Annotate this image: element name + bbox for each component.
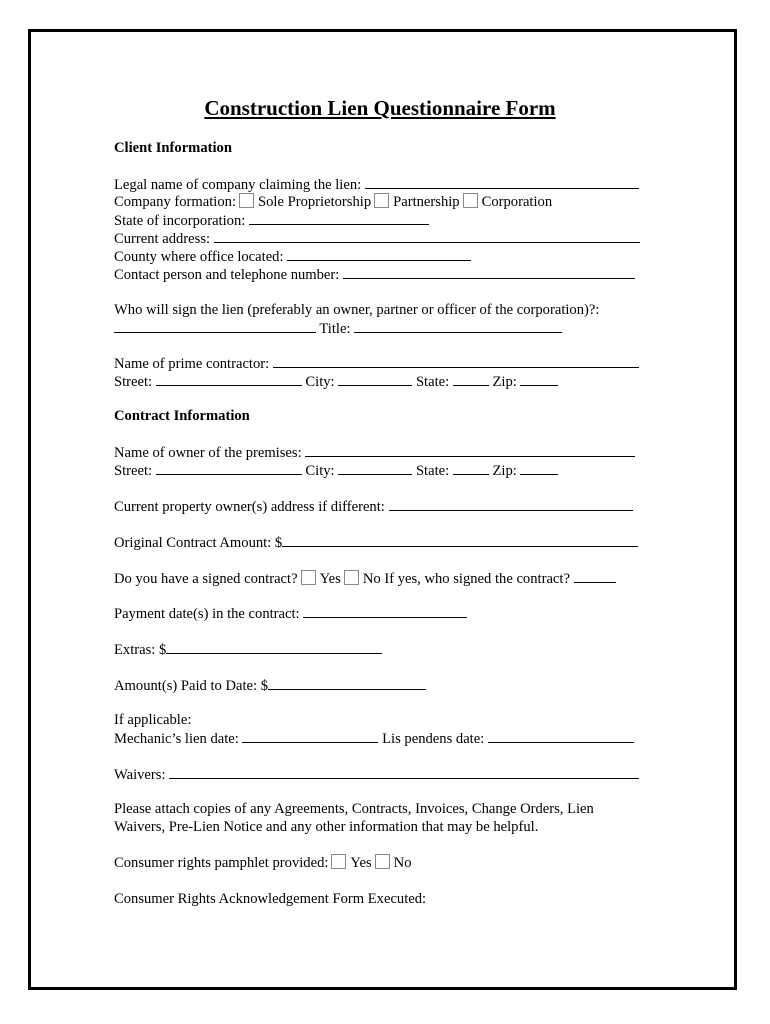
original-amount-field[interactable] (282, 533, 638, 547)
original-amount-row (114, 533, 638, 551)
consumer-ack-row (114, 890, 426, 908)
payment-dates-row (114, 604, 467, 622)
prime-city-field[interactable] (338, 372, 412, 386)
property-owner-address-row (114, 497, 633, 515)
payment-dates-field[interactable] (303, 604, 467, 618)
who-signed-label: If yes, who signed the contract? (384, 571, 570, 587)
lien-dates-row (114, 729, 634, 747)
mechanics-lien-label: Mechanic’s lien date: (114, 731, 239, 747)
corporation-checkbox[interactable] (463, 193, 478, 208)
owner-street-field[interactable] (156, 461, 302, 475)
paid-to-date-field[interactable] (268, 676, 426, 690)
owner-premises-row (114, 443, 635, 461)
state-incorporation-label: State of incorporation: (114, 213, 246, 229)
owner-state-field[interactable] (453, 461, 489, 475)
partnership-label: Partnership (393, 194, 460, 210)
consumer-ack-label: Consumer Rights Acknowledgement Form Executed: (114, 891, 427, 907)
who-sign-label: Who will sign the lien (preferably an owner, partner or officer of the corporation)?: (114, 302, 600, 318)
who-signed-field[interactable] (574, 569, 616, 583)
corporation-label: Corporation (481, 194, 553, 210)
prime-contractor-row (114, 354, 639, 372)
owner-address-row (114, 461, 558, 479)
city-label: City: (305, 463, 335, 479)
property-owner-address-label: Current property owner(s) address if different: (114, 499, 385, 515)
prime-contractor-field[interactable] (273, 354, 639, 368)
current-address-row (114, 229, 640, 247)
county-office-label: County where office located: (114, 249, 284, 265)
if-applicable-row (114, 711, 191, 729)
owner-premises-label: Name of owner of the premises: (114, 445, 302, 461)
company-formation-row (114, 193, 552, 211)
lis-pendens-field[interactable] (488, 729, 634, 743)
signer-name-field[interactable] (114, 319, 316, 333)
current-address-label: Current address: (114, 231, 211, 247)
partnership-checkbox[interactable] (374, 193, 389, 208)
pamphlet-yes-label: Yes (350, 855, 372, 871)
mechanics-lien-field[interactable] (242, 729, 378, 743)
paid-to-date-label: Amount(s) Paid to Date: $ (114, 678, 269, 694)
consumer-pamphlet-label: Consumer rights pamphlet provided: (114, 855, 329, 871)
prime-contractor-label: Name of prime contractor: (114, 356, 270, 372)
state-label: State: (415, 374, 450, 390)
signer-title-field[interactable] (354, 319, 562, 333)
city-label: City: (305, 374, 335, 390)
prime-contractor-address-row (114, 372, 558, 390)
prime-street-field[interactable] (156, 372, 302, 386)
property-owner-address-field[interactable] (389, 497, 633, 511)
owner-zip-field[interactable] (520, 461, 558, 475)
state-label: State: (415, 463, 450, 479)
legal-name-label: Legal name of company claiming the lien: (114, 177, 362, 193)
street-label: Street: (114, 463, 153, 479)
county-office-field[interactable] (287, 247, 471, 261)
prime-state-field[interactable] (453, 372, 489, 386)
contact-person-label: Contact person and telephone number: (114, 267, 340, 283)
extras-field[interactable] (166, 640, 382, 654)
pamphlet-no-label: No (393, 855, 412, 871)
owner-city-field[interactable] (338, 461, 412, 475)
paid-to-date-row (114, 676, 426, 694)
pamphlet-no-checkbox[interactable] (375, 854, 390, 869)
legal-name-row (114, 175, 639, 193)
signed-contract-yes-checkbox[interactable] (301, 570, 316, 585)
signer-row (114, 319, 562, 337)
legal-name-field[interactable] (365, 175, 639, 189)
zip-label: Zip: (492, 374, 517, 390)
signed-contract-yes-label: Yes (319, 571, 341, 587)
county-office-row (114, 247, 471, 265)
owner-premises-field[interactable] (305, 443, 635, 457)
consumer-pamphlet-row (114, 854, 412, 872)
prime-zip-field[interactable] (520, 372, 558, 386)
state-incorporation-row (114, 211, 429, 229)
lis-pendens-label: Lis pendens date: (382, 731, 485, 747)
waivers-label: Waivers: (114, 767, 166, 783)
client-info-heading: Client Information (114, 140, 232, 156)
title-label: Title: (319, 321, 351, 337)
waivers-field[interactable] (169, 765, 639, 779)
original-amount-label: Original Contract Amount: $ (114, 535, 283, 551)
signed-contract-no-label: No (362, 571, 381, 587)
payment-dates-label: Payment date(s) in the contract: (114, 606, 300, 622)
zip-label: Zip: (492, 463, 517, 479)
if-applicable-label: If applicable: (114, 712, 192, 728)
contact-person-field[interactable] (343, 265, 635, 279)
street-label: Street: (114, 374, 153, 390)
state-incorporation-field[interactable] (249, 211, 429, 225)
page-title: Construction Lien Questionnaire Form (204, 96, 556, 120)
attach-note: Please attach copies of any Agreements, Contracts, Invoices, Change Orders, Lien Waivers, Pre-Lien Notice and any other information that may be helpful. (114, 801, 594, 835)
sole-proprietorship-label: Sole Proprietorship (258, 194, 372, 210)
signed-contract-no-checkbox[interactable] (344, 570, 359, 585)
sole-proprietorship-checkbox[interactable] (239, 193, 254, 208)
contract-info-heading: Contract Information (114, 408, 250, 424)
waivers-row (114, 765, 639, 783)
extras-row (114, 640, 382, 658)
who-sign-row (114, 301, 599, 319)
company-formation-label: Company formation: (114, 194, 237, 210)
pamphlet-yes-checkbox[interactable] (331, 854, 346, 869)
contact-person-row (114, 265, 635, 283)
signed-contract-label: Do you have a signed contract? (114, 571, 298, 587)
extras-label: Extras: $ (114, 642, 167, 658)
signed-contract-row (114, 569, 616, 587)
current-address-field[interactable] (214, 229, 640, 243)
